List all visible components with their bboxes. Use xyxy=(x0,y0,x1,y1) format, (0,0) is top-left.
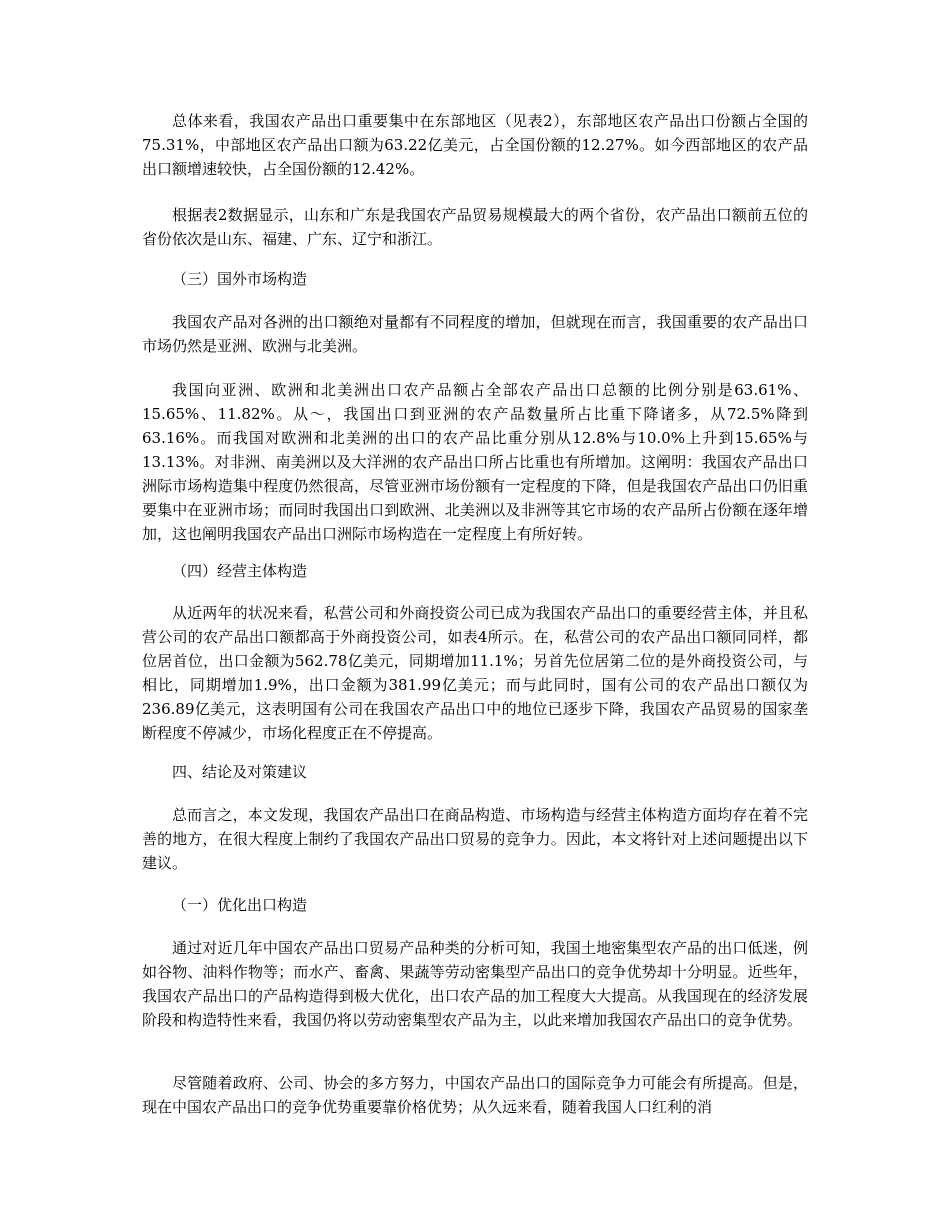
paragraph-export-structure-analysis: 通过对近几年中国农产品出口贸易产品种类的分析可知，我国土地密集型农产品的出口低迷，例如谷物、油料作物等；而水产、畜禽、果蔬等劳动密集型产品出口的竞争优势却十分明显。近些年，我国农产品出口的产品构造得到极大优化，出口农产品的加工程度大大提高。从我国现在的经济发展阶段和构造特性来看，我国仍将以劳动密集型农产品为主，以此来增加我国农产品出口的竞争优势。 xyxy=(142,939,808,1029)
heading-foreign-market-structure: （三）国外市场构造 xyxy=(172,270,308,288)
paragraph-competitiveness: 尽管随着政府、公司、协会的多方努力，中国农产品出口的国际竞争力可能会有所提高。但是，现在中国农产品出口的竞争优势重要靠价格优势；从久远来看，随着我国人口红利的消 xyxy=(142,1074,808,1116)
paragraph-summary: 总而言之，本文发现，我国农产品出口在商品构造、市场构造与经营主体构造方面均存在着不完善的地方，在很大程度上制约了我国农产品出口贸易的竞争力。因此，本文将针对上述问题提出以下建议。 xyxy=(142,806,808,872)
paragraph-continental-shares: 我国向亚洲、欧洲和北美洲出口农产品额占全部农产品出口总额的比例分别是63.61%、15.65%、11.82%。从～，我国出口到亚洲的农产品数量所占比重下降诸多，从72.5%降到63.16%。而我国对欧洲和北美洲的出口的农产品比重分别从12.8%与10.0%上升到15.65%与13.13%。对非洲、南美洲以及大洋洲的农产品出口所占比重也有所增加。这阐明：我国农产品出口洲际市场构造集中程度仍然很高，尽管亚洲市场份额有一定程度的下降，但是我国农产品出口仍旧重要集中在亚洲市场；而同时我国出口到欧洲、北美洲以及非洲等其它市场的农产品所占份额在逐年增加，这也阐明我国农产品出口洲际市场构造在一定程度上有所好转。 xyxy=(142,381,808,543)
paragraph-business-entities: 从近两年的状况来看，私营公司和外商投资公司已成为我国农产品出口的重要经营主体，并且私营公司的农产品出口额都高于外商投资公司，如表4所示。在，私营公司的农产品出口额同同样，都位居首位，出口金额为562.78亿美元，同期增加11.1%；另首先位居第二位的是外商投资公司，与相比，同期增加1.9%，出口金额为381.99亿美元；而与此同时，国有公司的农产品出口额仅为236.89亿美元，这表明国有公司在我国农产品出口中的地位已逐步下降，我国农产品贸易的国家垄断程度不停减少，市场化程度正在不停提高。 xyxy=(142,604,809,742)
heading-conclusions: 四、结论及对策建议 xyxy=(172,763,308,781)
heading-business-entity-structure: （四）经营主体构造 xyxy=(172,562,308,580)
paragraph-main-export-markets: 我国农产品对各洲的出口额绝对量都有不同程度的增加，但就现在而言，我国重要的农产品出口市场仍然是亚洲、欧洲与北美洲。 xyxy=(142,313,808,355)
heading-optimize-export-structure: （一）优化出口构造 xyxy=(172,896,308,914)
paragraph-top-provinces: 根据表2数据显示，山东和广东是我国农产品贸易规模最大的两个省份，农产品出口额前五位的省份依次是山东、福建、广东、辽宁和浙江。 xyxy=(142,206,808,248)
paragraph-east-region-share: 总体来看，我国农产品出口重要集中在东部地区（见表2），东部地区农产品出口份额占全国的75.31%，中部地区农产品出口额为63.22亿美元，占全国份额的12.27%。如今西部地区的农产品出口额增速较快，占全国份额的12.42%。 xyxy=(142,112,808,178)
